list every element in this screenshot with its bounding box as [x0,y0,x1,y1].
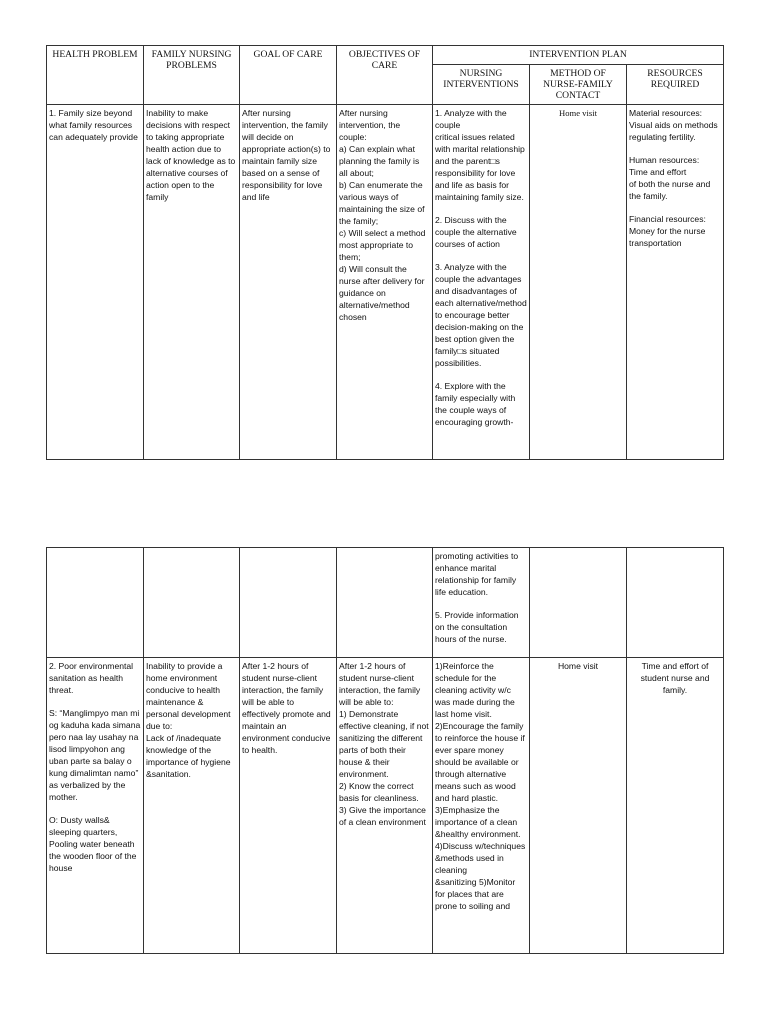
header-health-problem: HEALTH PROBLEM [47,46,144,105]
health-problem-cell: 1. Family size beyond what family resources can adequately provide [47,105,144,460]
resources-cell: Time and effort of student nurse and family. [627,658,724,954]
intervention-4-continued: promoting activities to enhance marital relationship for family life education. [435,551,519,597]
family-nursing-problem-cell: Inability to make decisions with respect to taking appropriate health action due to lack of knowledge as to alternative courses of action open to the family [144,105,240,460]
intervention-1: 1. Analyze with the couple critical issues related with marital relationship and the parent□s responsibility for love and life as basis for maintaining family size. [435,108,525,202]
table-row [47,105,724,460]
resources-cell [627,105,724,460]
intervention-3: 3. Analyze with the couple the advantages and disadvantages of each alternative/method to encourage better decision-making on the best option given the family□s situated possibilities. [435,262,527,368]
intervention-5: 5. Provide information on the consultation hours of the nurse. [435,610,519,644]
financial-resources: Financial resources: Money for the nurse transportation [629,214,706,248]
human-resources: Human resources: Time and effort of both the nurse and the family. [629,155,711,201]
continued-interventions-cell [433,548,530,658]
objective-cue: O: Dusty walls& sleeping quarters, Pooling water beneath the wooden floor of the house [49,815,137,873]
family-nursing-problem-cell: Inability to provide a home environment conducive to health maintenance & personal development due to: Lack of /inadequate knowledge of the importance of hygiene &sanitation. [144,658,240,954]
health-problem-cell [47,658,144,954]
goal-of-care-cell: After 1-2 hours of student nurse-client interaction, the family will be able to effectively promote and maintain an environment conducive to health. [240,658,337,954]
objectives-cell: After nursing intervention, the couple: a) Can explain what planning the family is all about; b) Can enumerate the various ways of maintaining the size of the family; c) Will select a method most appropriate to them; d) Will consult the nurse after delivery for guidance on alternative/method chosen [337,105,433,460]
objectives-cell: After 1-2 hours of student nurse-client interaction, the family will be able to: 1) Demonstrate effective cleaning, if not sanitizing the different parts of both their house & their environment. 2) Know the correct basis for cleanliness. 3) Give the importance of a clean environment [337,658,433,954]
care-plan-table-1 [46,45,724,460]
table-row [47,658,724,954]
intervention-2: 2. Discuss with the couple the alternative courses of action [435,215,517,249]
intervention-4: 4. Explore with the family especially with the couple ways of encouraging growth- [435,381,516,427]
nursing-interventions-cell [433,105,530,460]
header-objectives-of-care: OBJECTIVES OF CARE [337,46,433,105]
material-resources: Material resources: Visual aids on methods regulating fertility. [629,108,718,142]
continuation-row [47,548,724,658]
method-of-contact-cell: Home visit [530,658,627,954]
goal-of-care-cell: After nursing intervention, the family will decide on appropriate action(s) to maintain family size based on a sense of responsibility for love and life [240,105,337,460]
nursing-interventions-cell: 1)Reinforce the schedule for the cleaning activity w/c was made during the last home visit. 2)Encourage the family to reinforce the house if ever spare money should be available or through alternative means such as wood and hard plastic. 3)Emphasize the importance of a clean &healthy environment. 4)Discuss w/techniques &methods used in cleaning &sanitizing 5)Monitor for places that are prone to soiling and [433,658,530,954]
health-problem-title: 2. Poor environmental sanitation as health threat. [49,661,134,695]
header-resources-required: RESOURCES REQUIRED [627,65,724,105]
header-method-of-contact: METHOD OF NURSE-FAMILY CONTACT [530,65,627,105]
header-nursing-interventions: NURSING INTERVENTIONS [433,65,530,105]
header-family-nursing-problems: FAMILY NURSING PROBLEMS [144,46,240,105]
subjective-cue: S: “Manglimpyo man mi og kaduha kada simana pero naa lay usahay na lisod limpyohon ang uban parte sa balay o kung dimalimtan namo” as verbalized by the mother. [49,708,141,802]
care-plan-table-2 [46,547,724,954]
header-intervention-plan: INTERVENTION PLAN [433,46,724,65]
header-goal-of-care: GOAL OF CARE [240,46,337,105]
header-row [47,46,724,65]
method-of-contact-cell: Home visit [530,105,627,460]
